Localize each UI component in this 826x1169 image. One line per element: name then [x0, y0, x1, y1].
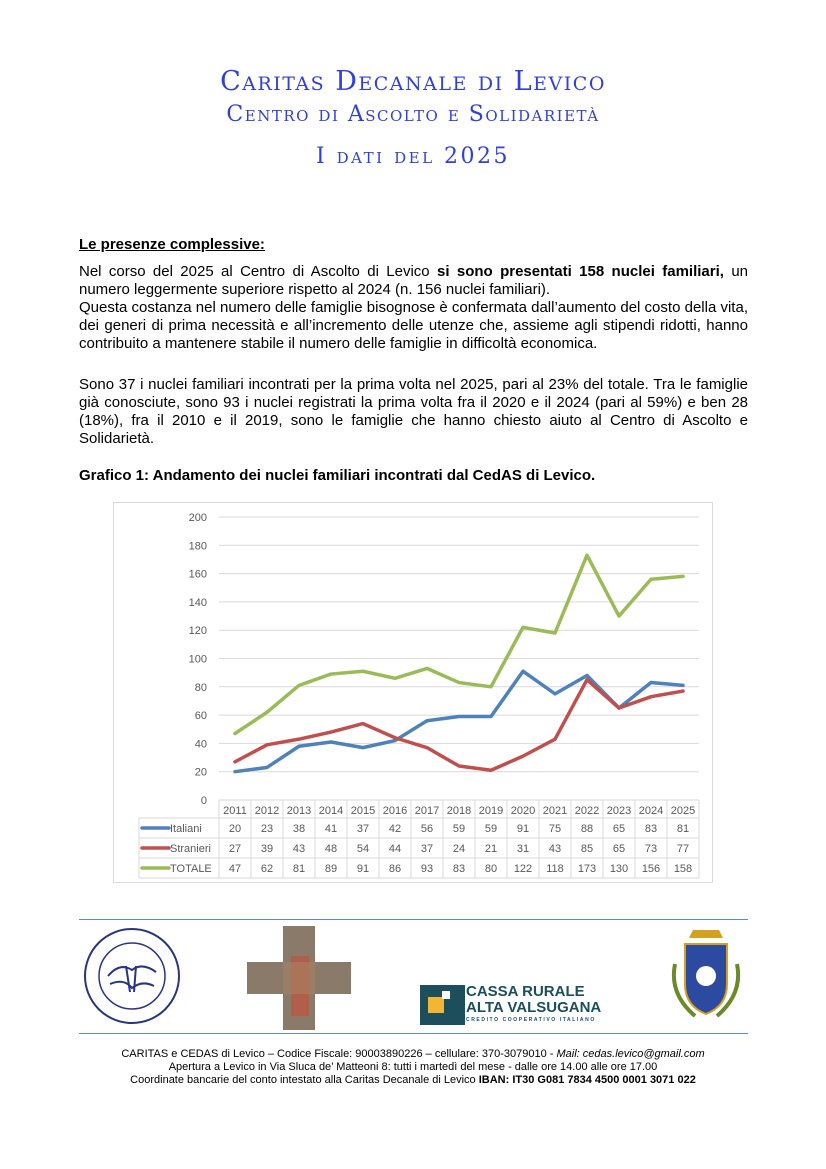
data-cell: 85 — [580, 843, 594, 855]
footer-line-1 — [0, 1048, 826, 1061]
data-cell: 59 — [452, 823, 466, 835]
data-cell: 83 — [452, 863, 466, 875]
x-tick-label: 2023 — [606, 805, 632, 817]
x-tick-label: 2015 — [350, 805, 376, 817]
footer-line-3 — [0, 1074, 826, 1087]
data-cell: 89 — [324, 863, 338, 875]
data-cell: 48 — [324, 843, 338, 855]
data-cell: 27 — [228, 843, 242, 855]
line-chart — [114, 503, 712, 882]
data-cell: 86 — [388, 863, 402, 875]
data-cell: 54 — [356, 843, 370, 855]
data-cell: 173 — [577, 863, 597, 875]
bank-name-1: CASSA RURALE — [466, 983, 585, 1000]
data-cell: 65 — [612, 843, 626, 855]
data-cell: 56 — [420, 823, 434, 835]
bank-logo-text — [466, 984, 601, 1024]
x-tick-label: 2011 — [223, 805, 247, 817]
data-cell: 21 — [484, 843, 498, 855]
data-cell: 24 — [452, 843, 466, 855]
x-tick-label: 2016 — [382, 805, 408, 817]
bank-name-2: ALTA VALSUGANA — [466, 999, 602, 1016]
divider — [79, 919, 748, 920]
data-cell: 37 — [420, 843, 434, 855]
data-cell: 83 — [644, 823, 658, 835]
p1-text-end: un numero leggermente superiore rispetto al 2024 (n. 156 nuclei familiari). — [79, 263, 749, 298]
x-tick-label: 2025 — [670, 805, 696, 817]
chart-frame — [113, 502, 713, 883]
y-tick-label: 160 — [188, 568, 207, 581]
y-tick-label: 20 — [194, 766, 207, 779]
legend-label: Italiani — [170, 823, 202, 835]
footer — [0, 1048, 826, 1087]
y-tick-label: 80 — [194, 681, 207, 694]
data-cell: 122 — [513, 863, 533, 875]
data-cell: 65 — [612, 823, 626, 835]
x-tick-label: 2018 — [446, 805, 472, 817]
y-tick-label: 0 — [200, 795, 207, 807]
y-tick-label: 40 — [194, 738, 207, 751]
data-cell: 118 — [546, 863, 564, 875]
data-cell: 93 — [420, 863, 434, 875]
p1-text: Nel corso del 2025 al Centro di Ascolto di Levico — [79, 263, 438, 280]
data-cell: 130 — [609, 863, 629, 875]
y-tick-label: 140 — [188, 596, 207, 609]
data-cell: 23 — [260, 823, 274, 835]
data-cell: 37 — [356, 823, 370, 835]
caritas-cross-logo — [247, 926, 351, 1030]
y-tick-label: 200 — [188, 512, 207, 524]
data-cell: 47 — [228, 863, 242, 875]
data-cell: 44 — [388, 843, 402, 855]
footer-bank: Coordinate bancarie del conto intestato alla Caritas Decanale di Levico — [130, 1074, 479, 1086]
data-cell: 91 — [516, 823, 530, 835]
data-cell: 41 — [324, 823, 338, 835]
paragraph-2: Questa costanza nel numero delle famiglie bisognose è confermata dall’aumento del costo della vita, dei generi di prima necessità e all’incremento delle utenze che, assieme agli stipendi ridotti, hanno contribuito a mantenere stabile il numero delle famiglie in difficoltà economica. — [79, 299, 748, 352]
x-tick-label: 2024 — [638, 805, 664, 817]
x-tick-label: 2013 — [286, 805, 312, 817]
y-tick-label: 100 — [188, 653, 207, 666]
x-tick-label: 2022 — [574, 805, 600, 817]
chart-caption: Grafico 1: Andamento dei nuclei familiari incontrati dal CedAS di Levico. — [79, 467, 596, 484]
x-tick-label: 2012 — [254, 805, 280, 817]
data-cell: 88 — [580, 823, 594, 835]
footer-email[interactable]: Mail: cedas.levico@gmail.com — [556, 1048, 705, 1060]
data-cell: 156 — [641, 863, 661, 875]
data-cell: 43 — [292, 843, 306, 855]
x-tick-label: 2020 — [510, 805, 536, 817]
data-cell: 31 — [516, 843, 530, 855]
data-cell: 59 — [484, 823, 498, 835]
footer-line-2: Apertura a Levico in Via Sluca de’ Matteoni 8: tutti i martedì del mese - dalle ore 14.00 alle ore 17.00 — [168, 1061, 658, 1073]
data-cell: 77 — [676, 843, 690, 855]
data-cell: 20 — [228, 823, 242, 835]
municipal-coat-of-arms — [665, 924, 747, 1028]
x-tick-label: 2017 — [414, 805, 440, 817]
data-cell: 39 — [260, 843, 274, 855]
footer-iban: IBAN: IT30 G081 7834 4500 0001 3071 022 — [478, 1074, 696, 1086]
data-cell: 42 — [388, 823, 402, 835]
footer-contact: CARITAS e CEDAS di Levico – Codice Fiscale: 90003890226 – cellulare: 370-3079010 - — [121, 1048, 557, 1060]
x-tick-label: 2014 — [318, 805, 344, 817]
p1-bold: si sono presentati 158 nuclei familiari, — [437, 263, 724, 280]
x-tick-label: 2019 — [478, 805, 504, 817]
legend-label: Stranieri — [170, 843, 211, 855]
paragraph-3: Sono 37 i nuclei familiari incontrati per la prima volta nel 2025, pari al 23% del totale. Tra le famiglie già conosciute, sono 93 i nuclei registrati la prima volta fra il 2020 e il 2024 (pari al 59%) e ben 28 (18%), fra il 2010 e il 2019, sono le famiglie che hanno chiesto aiuto al Centro di Ascolto e Solidarietà. — [79, 376, 748, 447]
section-heading: Le presenze complessive: — [79, 236, 265, 253]
series-line-stranieri — [235, 680, 683, 771]
bank-tagline: CREDITO COOPERATIVO ITALIANO — [466, 1017, 596, 1023]
legend-label: TOTALE — [170, 863, 212, 875]
data-cell: 91 — [356, 863, 370, 875]
y-tick-label: 120 — [188, 625, 207, 638]
data-cell: 81 — [676, 823, 690, 835]
data-cell: 73 — [644, 843, 658, 855]
data-cell: 158 — [673, 863, 693, 875]
x-tick-label: 2021 — [542, 805, 568, 817]
y-tick-label: 60 — [194, 710, 207, 723]
y-tick-label: 180 — [188, 540, 207, 553]
data-cell: 80 — [484, 863, 498, 875]
data-cell: 43 — [548, 843, 562, 855]
header-year: I dati del 2025 — [315, 144, 511, 169]
header-subtitle: Centro di Ascolto e Solidarietà — [226, 102, 600, 127]
paragraph-1 — [79, 263, 748, 299]
cedas-logo — [80, 926, 184, 1026]
divider-bottom — [79, 1033, 748, 1034]
data-cell: 81 — [292, 863, 306, 875]
data-cell: 75 — [548, 823, 562, 835]
header-title: Caritas Decanale di Levico — [220, 66, 606, 97]
bank-logo-mark — [420, 985, 465, 1025]
data-cell: 62 — [260, 863, 274, 875]
data-cell: 38 — [292, 823, 306, 835]
